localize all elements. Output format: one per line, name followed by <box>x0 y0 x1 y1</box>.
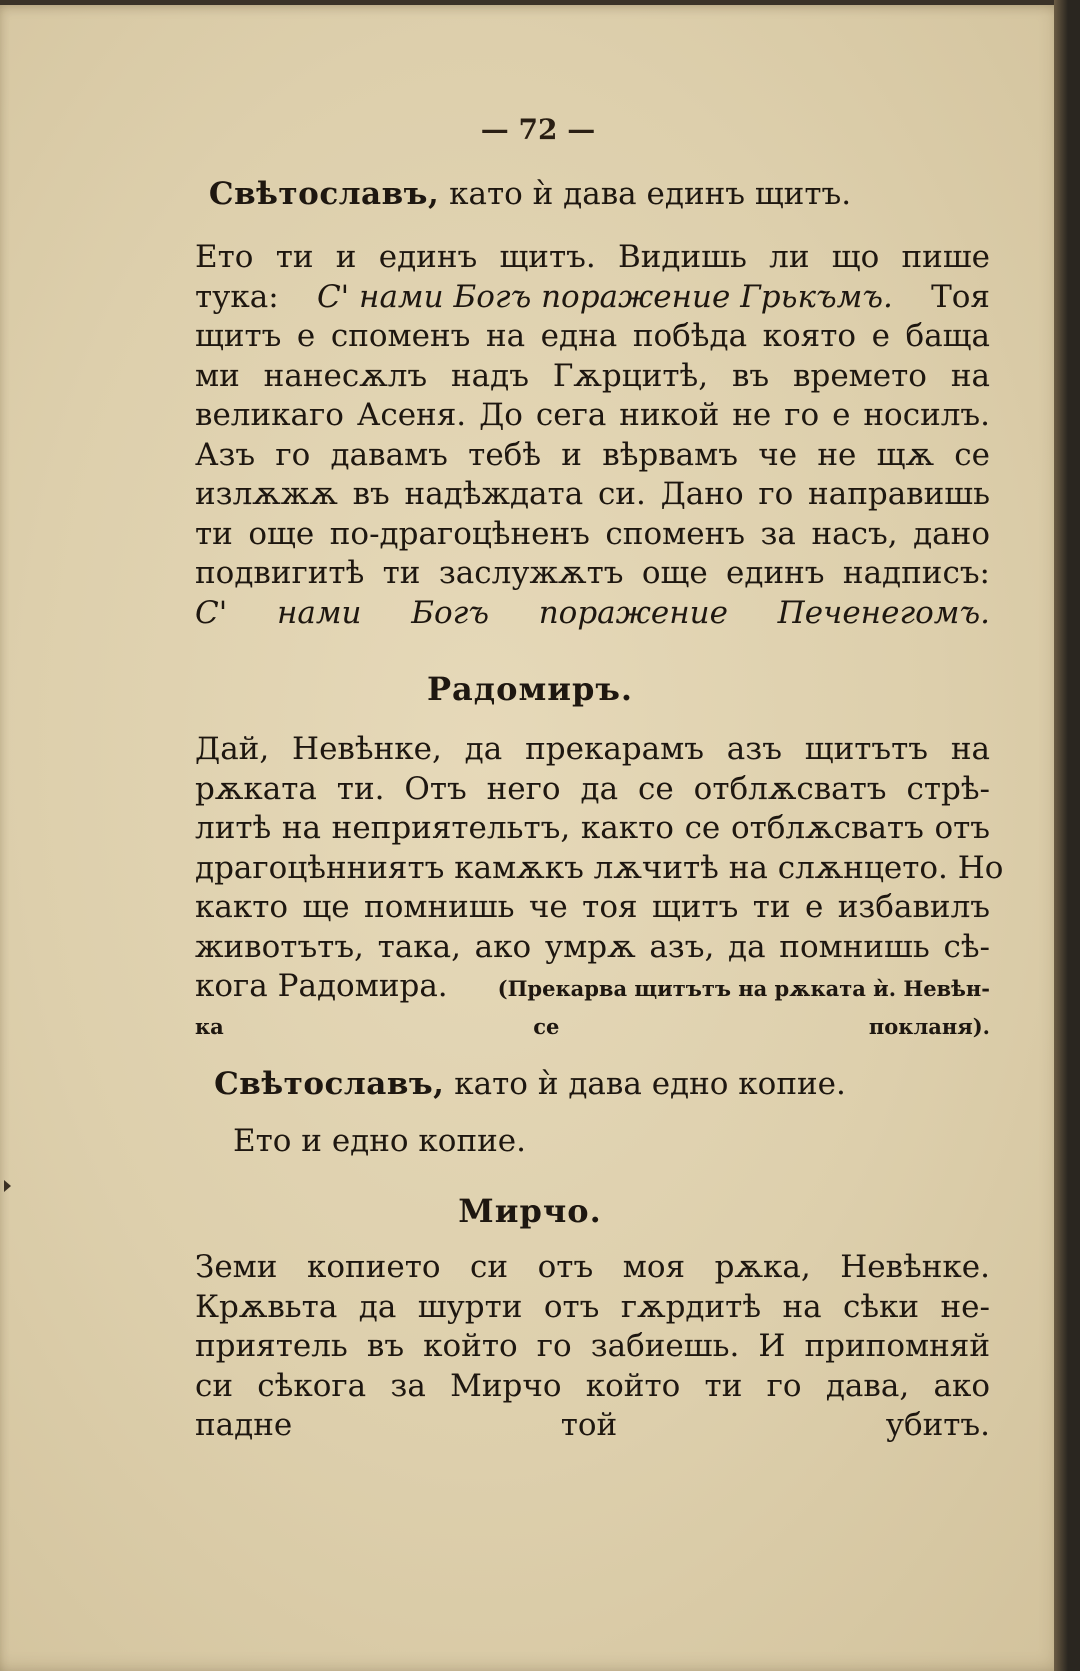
stage-direction: като ѝ дава едно копие. <box>454 1066 846 1102</box>
text-line: Азъ го давамъ тебѣ и вѣрвамъ че не щѫ се <box>195 436 990 473</box>
text-fragment: кога Радомира. <box>195 968 448 1004</box>
page-number: — 72 — <box>480 113 596 146</box>
speaker-heading-svetoslav-2 <box>0 1066 1080 1102</box>
text-line: си сѣкога за Мирчо който ти го дава, ако <box>195 1367 990 1404</box>
speaker-name: Свѣтославъ, <box>214 1066 445 1102</box>
text-line <box>195 967 990 1007</box>
text-line: приятель въ който го забиешь. И припомняй <box>195 1328 990 1364</box>
italic-inscription: С' нами Богъ поражение Печенегомъ. <box>195 594 990 631</box>
page-binding-edge <box>1054 0 1068 1671</box>
text-line: падне той убитъ. <box>195 1407 990 1443</box>
speaker-heading-mircho <box>0 1192 1080 1230</box>
text-line: Крѫвьта да шурти отъ гѫрдитѣ на сѣки не- <box>195 1288 990 1325</box>
text-line: рѫката ти. Отъ него да се отблѫсватъ стрѣ- <box>195 770 990 807</box>
text-line: великаго Асеня. До сега никой не го е носилъ. <box>195 397 990 433</box>
stage-direction: като ѝ дава единъ щитъ. <box>449 176 852 212</box>
stage-direction: (Прекарва щитътъ на рѫката ѝ. Невѣн- <box>497 976 990 1001</box>
speech-radomir <box>195 730 1004 1046</box>
speaker-name: Радомиръ. <box>426 670 634 708</box>
text-line: Дай, Невѣнке, да прекарамъ азъ щитътъ на <box>195 731 990 767</box>
speech-mircho <box>195 1248 990 1446</box>
text-line: драгоцѣнниятъ камѫкъ лѫчитѣ на слѫнцето. Но <box>195 849 1004 886</box>
speaker-heading-radomir <box>0 670 1080 708</box>
text-line: излѫжѫ въ надѣждата си. Дано го направишь <box>195 476 990 512</box>
text-line: Ето и едно копие. <box>233 1123 526 1159</box>
page-top-edge <box>0 0 1068 5</box>
text-line: подвигитѣ ти заслужѫтъ още единъ надписъ: <box>195 555 990 591</box>
text-line: както ще помнишь че тоя щитъ ти е избавилъ <box>195 889 990 925</box>
text-line <box>195 278 990 318</box>
text-line <box>195 594 990 634</box>
speaker-name: Мирчо. <box>458 1192 602 1230</box>
text-line: Земи копието си отъ моя рѫка, Невѣнке. <box>195 1249 990 1285</box>
text-line: ти още по-драгоцѣненъ споменъ за насъ, дано <box>195 515 990 552</box>
speech-svetoslav-2 <box>195 1122 990 1162</box>
speaker-name: Свѣтославъ, <box>208 176 440 212</box>
text-line: литѣ на неприятельтъ, както се отблѫсватъ отъ <box>195 810 990 846</box>
text-line: Ето ти и единъ щитъ. Видишь ли що пише <box>195 239 990 275</box>
speech-svetoslav-1 <box>195 238 990 633</box>
text-line: ми нанесѫлъ надъ Гѫрцитѣ, въ времето на <box>195 357 990 394</box>
speaker-heading-svetoslav-1 <box>0 176 1080 212</box>
text-fragment: Тоя <box>931 278 990 315</box>
italic-inscription: С' нами Богъ поражение Грькъмъ. <box>316 278 893 315</box>
margin-marker-icon <box>4 1180 11 1192</box>
stage-direction: ка се покланя). <box>195 1013 990 1039</box>
text-line: животътъ, така, ако умрѫ азъ, да помнишь сѣ- <box>195 928 990 965</box>
text-fragment: тука: <box>195 278 279 315</box>
text-line: щитъ е споменъ на една побѣда която е баща <box>195 318 990 354</box>
